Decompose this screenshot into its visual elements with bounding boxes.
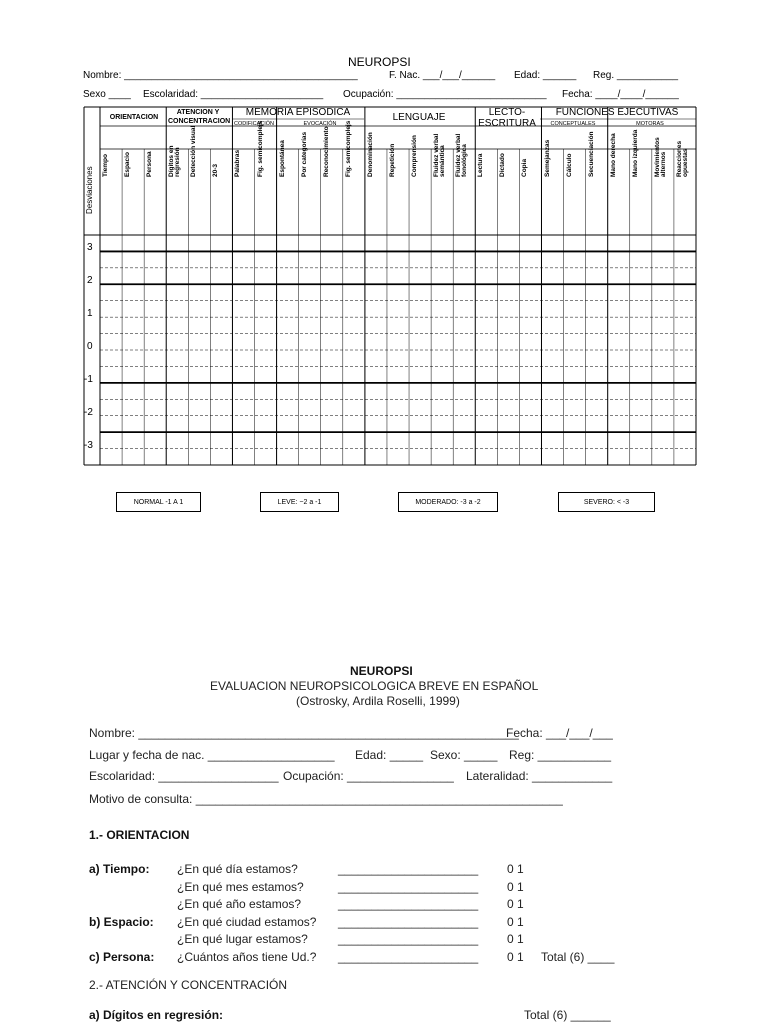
subdomain-motoras: MOTORAS — [636, 121, 664, 127]
column-label: Mano derecha — [609, 133, 617, 177]
item-category-label: a) Tiempo: — [89, 862, 150, 876]
section-atencion: 2.- ATENCIÓN Y CONCENTRACIÓN — [89, 978, 288, 992]
column-label: Persona — [146, 151, 154, 177]
item-score[interactable]: 0 1 — [507, 914, 524, 929]
column-label: Copia — [521, 158, 529, 177]
scale-tick: -2 — [84, 406, 93, 418]
questionnaire-subtitle: EVALUACION NEUROPSICOLOGICA BREVE EN ESPAÑOL — [210, 679, 539, 693]
subdomain-conceptuales: CONCEPTUALES — [550, 121, 596, 127]
item-question: ¿En qué mes estamos? — [177, 879, 304, 894]
digits-total[interactable]: Total (6) ______ — [524, 1008, 611, 1022]
q-sexo-field[interactable]: Sexo: _____ — [430, 748, 498, 762]
column-label: Denominación — [366, 132, 374, 177]
reg-field[interactable]: Reg. ___________ — [593, 70, 679, 81]
item-score[interactable]: 0 1 — [507, 879, 524, 894]
q-fecha-field[interactable]: Fecha: ___/___/___ — [506, 726, 613, 740]
subdomain-codificacion: CODIFICACIÓN — [233, 121, 275, 127]
section-orientacion: 1.- ORIENTACION — [89, 828, 190, 842]
column-label: Dictado — [499, 153, 507, 177]
item-question: ¿En qué ciudad estamos? — [177, 914, 317, 929]
q-ocupacion-field[interactable]: Ocupación: ________________ — [283, 769, 454, 783]
item-score[interactable]: 0 1 — [507, 932, 524, 946]
column-label: Detección visual — [190, 125, 198, 177]
item-answer-blank[interactable]: _____________________ — [338, 949, 479, 964]
column-label: Repetición — [389, 143, 396, 177]
domain-orientacion: ORIENTACION — [109, 114, 159, 121]
item-answer-blank[interactable]: _____________________ — [338, 862, 479, 876]
domain-lecto-line2: ESCRITURA — [478, 118, 536, 129]
ocupacion-field[interactable]: Ocupación: ___________________________ — [343, 89, 547, 100]
item-question: ¿Cuántos años tiene Ud.? — [177, 949, 317, 964]
column-label: Espontánea — [278, 140, 286, 177]
item-question: ¿En qué año estamos? — [177, 897, 302, 911]
domain-atencion-line1: ATENCION Y — [176, 109, 220, 116]
scale-tick: 1 — [87, 308, 93, 320]
item-score[interactable]: 0 1 — [507, 897, 524, 911]
domain-memoria: MEMORIA EPISODICA — [245, 107, 351, 118]
scale-tick: 2 — [87, 275, 93, 287]
sexo-field[interactable]: Sexo ____ — [83, 89, 131, 100]
deviations-label: Desviaciones — [85, 166, 94, 214]
legend-normal: NORMAL -1 A 1 — [116, 492, 201, 512]
domain-lecto-line1: LECTO- — [488, 107, 526, 118]
escolaridad-field[interactable]: Escolaridad: ______________________ — [143, 89, 324, 100]
questionnaire-title: NEUROPSI — [350, 664, 413, 678]
legend-moderado: MODERADO: -3 a -2 — [398, 492, 498, 512]
column-label: Palabras — [234, 149, 242, 177]
item-answer-blank[interactable]: _____________________ — [338, 879, 479, 894]
column-label: Comprensión — [411, 135, 419, 177]
fecha-field[interactable]: Fecha: ____/____/______ — [562, 89, 679, 100]
edad-field[interactable]: Edad: ______ — [514, 70, 577, 81]
nombre-field[interactable]: Nombre: __________________________________________ — [83, 70, 358, 81]
column-label: 20-3 — [212, 163, 220, 177]
item-score[interactable]: 0 1 — [507, 862, 524, 876]
item-score[interactable]: 0 1 — [507, 949, 524, 964]
column-label: Por categorías — [300, 131, 308, 177]
item-answer-blank[interactable]: _____________________ — [338, 897, 479, 911]
column-label: Tiempo — [102, 154, 110, 177]
column-label: Mano izquierda — [631, 129, 639, 177]
item-answer-blank[interactable]: _____________________ — [338, 932, 479, 946]
column-label: Cálculo — [565, 153, 573, 177]
questionnaire-authors: (Ostrosky, Ardila Roselli, 1999) — [296, 694, 460, 708]
column-label: Fluidez verbal semántica — [433, 133, 446, 177]
item-total[interactable]: Total (6) ____ — [541, 949, 615, 964]
legend-severo: SEVERO: < -3 — [558, 492, 655, 512]
q-lugar-field[interactable]: Lugar y fecha de nac. ___________________ — [89, 748, 335, 762]
column-label: Fig. semicomplejs — [344, 120, 352, 177]
scale-tick: -1 — [84, 373, 93, 385]
digits-label: a) Dígitos en regresión: — [89, 1008, 224, 1022]
column-label: Movimientos alternos — [653, 137, 667, 177]
scale-tick: 3 — [87, 242, 93, 254]
domain-lenguaje: LENGUAJE — [392, 112, 446, 123]
column-label: Fluidez verbal fonológica — [455, 133, 468, 177]
q-escolaridad-field[interactable]: Escolaridad: __________________ — [89, 769, 279, 783]
q-edad-field[interactable]: Edad: _____ — [355, 748, 424, 762]
item-question: ¿En qué lugar estamos? — [177, 932, 308, 946]
domain-funciones: FUNCIONES EJECUTIVAS — [555, 107, 679, 118]
column-label: Fig. semicomplejs — [256, 120, 264, 177]
item-question: ¿En qué día estamos? — [177, 862, 298, 876]
q-nombre-field[interactable]: Nombre: _________________________________________________________ — [89, 726, 519, 740]
item-answer-blank[interactable]: _____________________ — [338, 914, 479, 929]
legend-leve: LEVE: −2 a -1 — [260, 492, 339, 512]
q-motivo-field[interactable]: Motivo de consulta: _______________________________________________________ — [89, 792, 563, 806]
item-category-label: c) Persona: — [89, 949, 155, 964]
column-label: Secuenciación — [587, 131, 595, 177]
profile-grid — [84, 107, 696, 465]
column-label: Reconocimiento — [322, 126, 330, 177]
column-label: Reacciones opuestas — [675, 140, 689, 177]
subdomain-evocacion: EVOCACIÓN — [303, 121, 337, 127]
item-category-label: b) Espacio: — [89, 914, 154, 929]
column-label: Dígitos en regresión — [168, 145, 181, 177]
profile-title: NEUROPSI — [348, 55, 411, 69]
column-label: Espacio — [124, 152, 132, 177]
domain-atencion-line2: CONCENTRACION — [168, 118, 231, 125]
scale-tick: 0 — [87, 341, 93, 352]
q-reg-field[interactable]: Reg: ___________ — [509, 748, 612, 762]
scale-tick: -3 — [84, 439, 93, 451]
column-label: Lectura — [477, 153, 485, 177]
q-lateralidad-field[interactable]: Lateralidad: ____________ — [466, 769, 613, 783]
fnac-field[interactable]: F. Nac. ___/___/______ — [389, 70, 496, 81]
column-label: Semejanzas — [543, 139, 551, 177]
